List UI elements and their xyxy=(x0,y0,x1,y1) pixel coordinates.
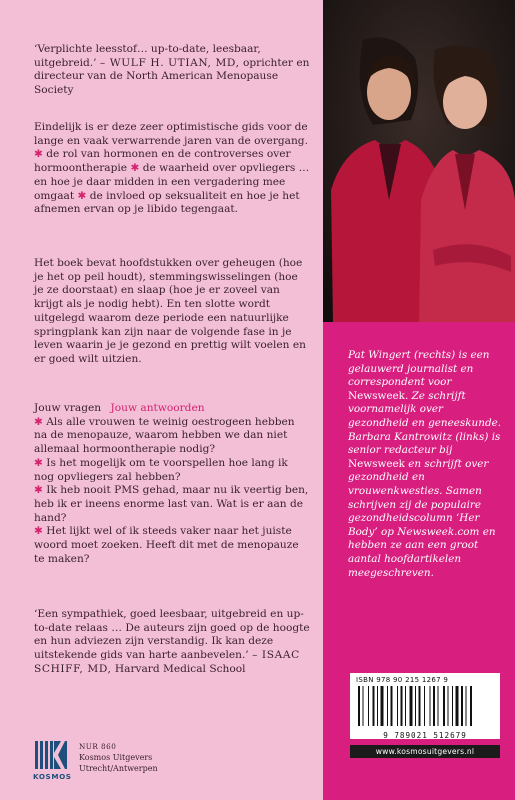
qa-item-text: Ik heb nooit PMS gehad, maar nu ik veertig ben, heb ik er ineens enorme last van. Wat is er aan de hand? xyxy=(34,484,309,524)
barcode-bar xyxy=(368,686,369,726)
quote-schiff-text: ‘Een sympathiek, goed leesbaar, uitgebreid en up-to-date relaas … De auteurs zijn goed op de hoogte en hun adviezen zijn verstandig. Ik kan deze uitstekende gids van harte aanbevelen.’ xyxy=(34,608,310,662)
kosmos-logo-icon xyxy=(34,739,68,771)
intro-bullet: de rol van hormonen en de controverses over hormoontherapie xyxy=(34,148,291,175)
authors-photo-illustration xyxy=(323,0,515,322)
qa-item-text: Als alle vrouwen te weinig oestrogeen hebben na de menopauze, waarom hebben we dan niet allemaal hormoontherapie nodig? xyxy=(34,415,295,456)
star-bullet-icon: ✱ xyxy=(130,162,140,175)
qa-item xyxy=(34,416,310,457)
qa-heading-questions: Jouw vragen xyxy=(34,402,102,414)
isbn-label: ISBN 978 90 215 1267 9 xyxy=(356,676,449,684)
qa-heading xyxy=(34,402,310,416)
chapters-paragraph: Het boek bevat hoofdstukken over geheugen (hoe je het op peil houdt), stemmingswisselingen (hoe je ze doorstaat) en slaap (hoe je er zoveel van krijgt als je nodig hebt). En ten slotte wordt uitgelegd waarom deze periode een natuurlijke springplank kan zijn naar de volgende fase in je leven waarin je je gezond en prettig wilt voelen en er goed wilt uitzien. xyxy=(34,257,306,365)
star-bullet-icon: ✱ xyxy=(34,484,43,497)
barcode-bar xyxy=(381,686,384,726)
quote-schiff-role: Harvard Medical School xyxy=(114,662,246,675)
quote-schiff-author: – ISAAC SCHIFF, MD, xyxy=(34,649,300,675)
quote-utian-author: – WULF H. UTIAN, MD, xyxy=(99,56,240,69)
barcode-bar xyxy=(452,686,453,726)
qa-item xyxy=(34,457,310,484)
barcode-bar xyxy=(466,686,467,726)
barcode-bar xyxy=(419,686,421,726)
barcode-icon xyxy=(356,686,494,726)
barcode-bar xyxy=(430,686,431,726)
barcode-bar xyxy=(363,686,364,726)
barcode-bar xyxy=(391,686,393,726)
barcode-bar xyxy=(424,686,425,726)
qa-item xyxy=(34,525,310,566)
publisher-info xyxy=(79,741,158,774)
barcode-digits: 9 789021 512679 xyxy=(383,731,467,740)
barcode-bar xyxy=(415,686,416,726)
barcode-bar xyxy=(377,686,378,726)
barcode-bar xyxy=(373,686,375,726)
star-bullet-icon: ✱ xyxy=(34,415,43,428)
bio-part-1: Pat Wingert (rechts) is een gelauwerd journalist en correspondent voor xyxy=(348,349,490,389)
publisher-name: Kosmos Uitgevers xyxy=(79,753,153,762)
barcode-bar xyxy=(401,686,403,726)
intro-bullet: de waarheid over opvliegers … en hoe je daar midden in een vergadering mee omgaat xyxy=(34,162,310,202)
authors-photo xyxy=(323,0,515,322)
bio-part-3: en schrijft over gezondheid en vrouwenkwesties. Samen schrijven zij de populaire gezondheidscolumn ‘Her Body’ op Newsweek.com en hebben ze aan een groot aantal hoofdartikelen meegeschreven. xyxy=(348,457,496,579)
bio-newsweek-1: Newsweek xyxy=(348,389,405,402)
publisher-url[interactable]: www.kosmosuitgevers.nl xyxy=(350,745,500,758)
barcode-bar xyxy=(443,686,445,726)
author-bio xyxy=(348,349,506,580)
barcode-bar xyxy=(410,686,413,726)
qa-item-text: Het lijkt wel of ik steeds vaker naar het juiste woord moet zoeken. Heeft dit met de menopauze te maken? xyxy=(34,525,299,565)
bio-part-2: . Ze schrijft voornamelijk over gezondheid en geneeskunde. Barbara Kantrowitz (links) is senior redacteur bij xyxy=(348,389,502,457)
bio-newsweek-2: Newsweek xyxy=(348,457,405,470)
quote-schiff xyxy=(34,608,310,677)
intro-bullet: de invloed op seksualiteit en hoe je het afnemen ervan op je libido tegengaat. xyxy=(34,189,300,216)
star-bullet-icon: ✱ xyxy=(34,456,43,469)
quote-utian xyxy=(34,43,310,98)
barcode-bar xyxy=(470,686,472,726)
star-bullet-icon: ✱ xyxy=(34,148,43,161)
quote-utian-role: oprichter en directeur van de North American Menopause Society xyxy=(34,56,310,97)
barcode-bar xyxy=(456,686,459,726)
barcode-bar xyxy=(358,686,360,726)
quote-utian-text: ‘Verplichte leesstof… up-to-date, leesbaar, uitgebreid.’ xyxy=(34,43,261,69)
qa-item xyxy=(34,484,310,525)
barcode-bar xyxy=(433,686,435,726)
intro-lead: Eindelijk is er deze zeer optimistische gids voor de lange en vaak verwarrende jaren van de overgang. xyxy=(34,121,308,147)
barcode-bar xyxy=(387,686,388,726)
qa-block xyxy=(34,402,310,566)
qa-heading-answers: Jouw antwoorden xyxy=(110,402,205,414)
barcode-box xyxy=(350,673,500,739)
publisher-city: Utrecht/Antwerpen xyxy=(79,764,158,773)
barcode-bar xyxy=(405,686,406,726)
qa-item-text: Is het mogelijk om te voorspellen hoe lang ik nog opvliegers zal hebben? xyxy=(34,456,288,483)
barcode-bar xyxy=(448,686,449,726)
kosmos-logo-text: KOSMOS xyxy=(33,772,72,781)
barcode-bar xyxy=(397,686,398,726)
barcode-bar xyxy=(461,686,463,726)
nur-code: NUR 860 xyxy=(79,742,117,751)
barcode-bar xyxy=(438,686,439,726)
intro-block xyxy=(34,121,310,217)
right-column xyxy=(323,0,515,800)
star-bullet-icon: ✱ xyxy=(34,525,43,538)
star-bullet-icon: ✱ xyxy=(77,189,87,202)
